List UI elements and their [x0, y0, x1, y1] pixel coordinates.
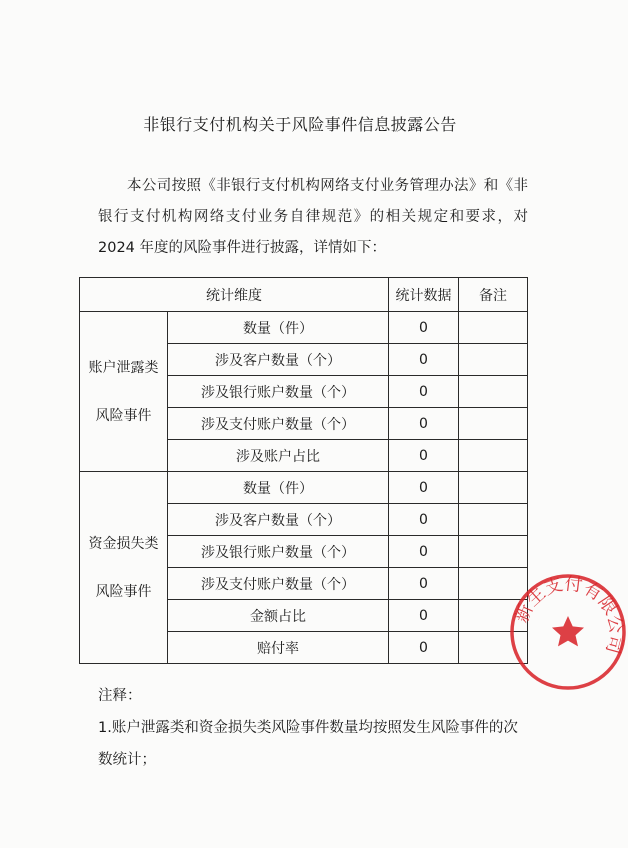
table-header-row — [80, 278, 528, 312]
metric-cell: 涉及账户占比 — [168, 440, 389, 472]
metric-cell: 涉及支付账户数量（个） — [168, 408, 389, 440]
category-label: 风险事件 — [95, 407, 152, 424]
note-cell — [459, 536, 528, 568]
metric-cell: 涉及银行账户数量（个） — [168, 376, 389, 408]
category-label: 风险事件 — [95, 583, 152, 600]
value-cell: 0 — [389, 408, 459, 440]
seal-text: 新生支付有限公司 — [511, 573, 627, 656]
risk-statistics-table — [79, 277, 528, 664]
note-item: 1.账户泄露类和资金损失类风险事件数量均按照发生风险事件的次数统计； — [98, 720, 518, 768]
value-cell: 0 — [389, 600, 459, 632]
value-cell: 0 — [389, 536, 459, 568]
value-cell: 0 — [389, 504, 459, 536]
metric-cell: 数量（件） — [168, 472, 389, 504]
note-cell — [459, 408, 528, 440]
note-cell — [459, 504, 528, 536]
metric-cell: 数量（件） — [168, 312, 389, 344]
notes-section — [98, 680, 528, 776]
value-cell: 0 — [389, 344, 459, 376]
header-data: 统计数据 — [389, 278, 459, 312]
metric-cell: 涉及客户数量（个） — [168, 344, 389, 376]
intro-paragraph: 本公司按照《非银行支付机构网络支付业务管理办法》和《非银行支付机构网络支付业务自律规范》的相关规定和要求，对 2024 年度的风险事件进行披露，详情如下： — [98, 178, 528, 256]
company-seal-stamp — [508, 572, 628, 692]
table-row — [80, 312, 528, 344]
document-title: 非银行支付机构关于风险事件信息披露公告 — [143, 115, 457, 134]
category-account-leak — [80, 312, 168, 472]
value-cell: 0 — [389, 440, 459, 472]
metric-cell: 金额占比 — [168, 600, 389, 632]
category-label: 资金损失类 — [88, 535, 159, 552]
metric-cell: 赔付率 — [168, 632, 389, 664]
category-label: 账户泄露类 — [88, 359, 159, 376]
note-cell — [459, 344, 528, 376]
note-cell — [459, 376, 528, 408]
value-cell: 0 — [389, 568, 459, 600]
header-dimension: 统计维度 — [80, 278, 389, 312]
seal-star-icon — [552, 616, 584, 646]
notes-heading: 注释： — [98, 688, 142, 704]
header-note: 备注 — [459, 278, 528, 312]
note-cell — [459, 440, 528, 472]
metric-cell: 涉及支付账户数量（个） — [168, 568, 389, 600]
value-cell: 0 — [389, 632, 459, 664]
value-cell: 0 — [389, 472, 459, 504]
metric-cell: 涉及银行账户数量（个） — [168, 536, 389, 568]
category-fund-loss — [80, 472, 168, 664]
note-cell — [459, 472, 528, 504]
value-cell: 0 — [389, 376, 459, 408]
metric-cell: 涉及客户数量（个） — [168, 504, 389, 536]
value-cell: 0 — [389, 312, 459, 344]
table-row — [80, 472, 528, 504]
note-cell — [459, 312, 528, 344]
